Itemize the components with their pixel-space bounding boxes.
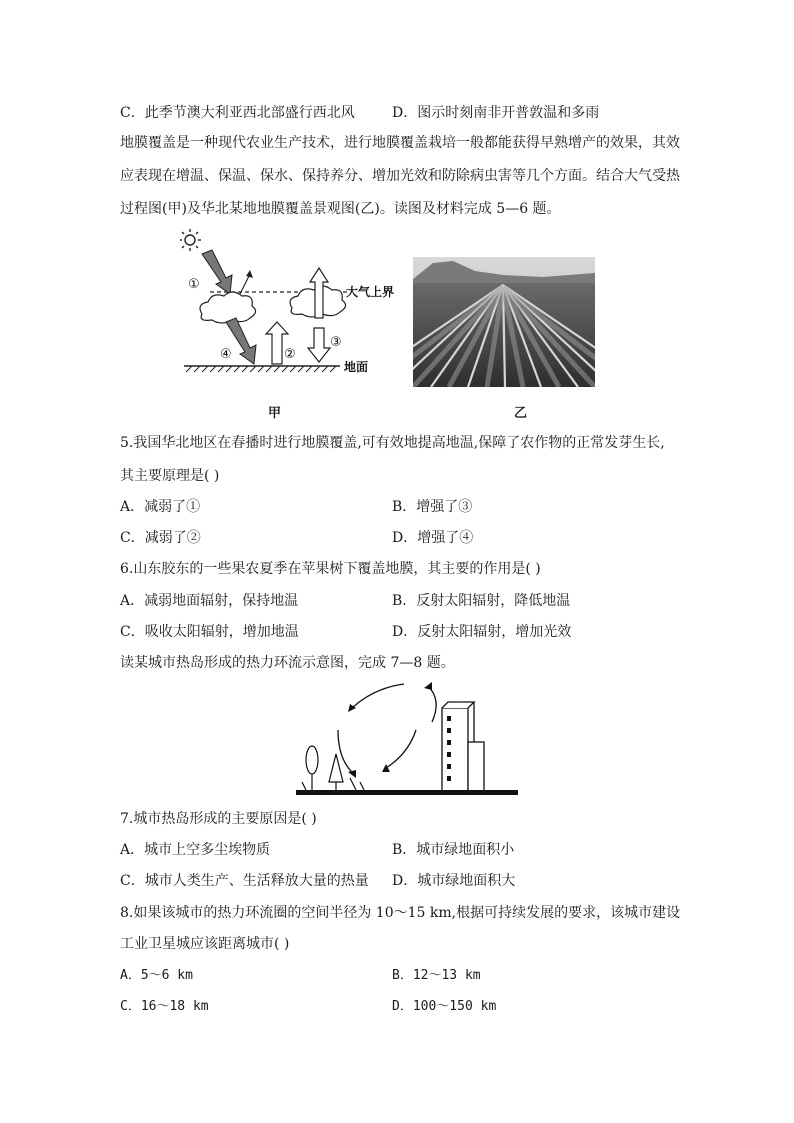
caption-jia: 甲	[268, 406, 282, 421]
q8-stem-line1: 8.如果该城市的热力环流圈的空间半径为 10～15 km,根据可持续发展的要求，该城市建设	[120, 905, 681, 921]
atmospheric-counter-radiation-arrow	[308, 328, 330, 362]
marker-1: ①	[188, 277, 200, 292]
prev-option-d: D．图示时刻南非开普敦温和多雨	[392, 105, 600, 121]
q7-stem: 7.城市热岛形成的主要原因是( )	[120, 811, 317, 827]
q8-option-b: B．12～13 km	[392, 968, 481, 983]
solar-radiation-arrow	[202, 250, 232, 294]
q5-option-b: B．增强了③	[392, 499, 473, 515]
q8-option-a: A．5～6 km	[120, 968, 193, 983]
q5-stem-line1: 5.我国华北地区在春播时进行地膜覆盖,可有效地提高地温,保障了农作物的正常发芽生长,	[120, 435, 665, 451]
q7-option-d: D．城市绿地面积大	[392, 873, 516, 889]
intro1-line2: 应表现在增温、保温、保水、保持养分、增加光效和防除病虫害等几个方面。结合大气受热	[120, 168, 680, 184]
label-ground: 地面	[344, 360, 369, 374]
marker-4: ④	[220, 347, 232, 362]
q8-option-c: C．16～18 km	[120, 999, 209, 1014]
q5-option-d: D．增强了④	[392, 530, 474, 546]
intro2: 读某城市热岛形成的热力环流示意图，完成 7—8 题。	[120, 655, 455, 671]
caption-yi: 乙	[514, 406, 528, 421]
q8-option-d: D．100～150 km	[392, 999, 497, 1014]
atmosphere-heating-diagram	[180, 226, 410, 376]
marker-2: ②	[284, 347, 296, 362]
heat-island-circulation-diagram	[290, 678, 520, 800]
q7-option-c: C．城市人类生产、生活释放大量的热量	[120, 873, 369, 889]
q6-stem: 6.山东胶东的一些果农夏季在苹果树下覆盖地膜，其主要的作用是( )	[120, 561, 541, 577]
intro1-line1: 地膜覆盖是一种现代农业生产技术，进行地膜覆盖栽培一般都能获得早熟增产的效果，其效	[120, 135, 680, 151]
prev-option-c: C．此季节澳大利亚西北部盛行西北风	[120, 105, 355, 121]
q7-option-b: B．城市绿地面积小	[392, 842, 515, 858]
intro1-line3: 过程图(甲)及华北某地地膜覆盖景观图(乙)。读图及材料完成 5—6 题。	[120, 201, 561, 217]
label-atmosphere-top: 大气上界	[346, 285, 395, 299]
plastic-mulch-field-photo	[413, 257, 595, 387]
q5-option-a: A．减弱了①	[120, 499, 201, 515]
q5-option-c: C．减弱了②	[120, 530, 201, 546]
q6-option-b: B．反射太阳辐射，降低地温	[392, 593, 571, 609]
q7-option-a: A．城市上空多尘埃物质	[120, 842, 271, 858]
ground-line	[296, 790, 518, 795]
cloud-left	[200, 292, 256, 323]
tree-icon	[302, 746, 364, 790]
q6-option-d: D．反射太阳辐射，增加光效	[392, 624, 572, 640]
q6-option-c: C．吸收太阳辐射，增加地温	[120, 624, 299, 640]
sun-icon	[180, 229, 201, 251]
q6-option-a: A．减弱地面辐射，保持地温	[120, 593, 299, 609]
q8-stem-line2: 工业卫星城应该距离城市( )	[120, 936, 290, 952]
circulation-arrows	[338, 684, 436, 774]
marker-3: ③	[330, 335, 342, 350]
q5-stem-line2: 其主要原理是( )	[120, 468, 220, 484]
